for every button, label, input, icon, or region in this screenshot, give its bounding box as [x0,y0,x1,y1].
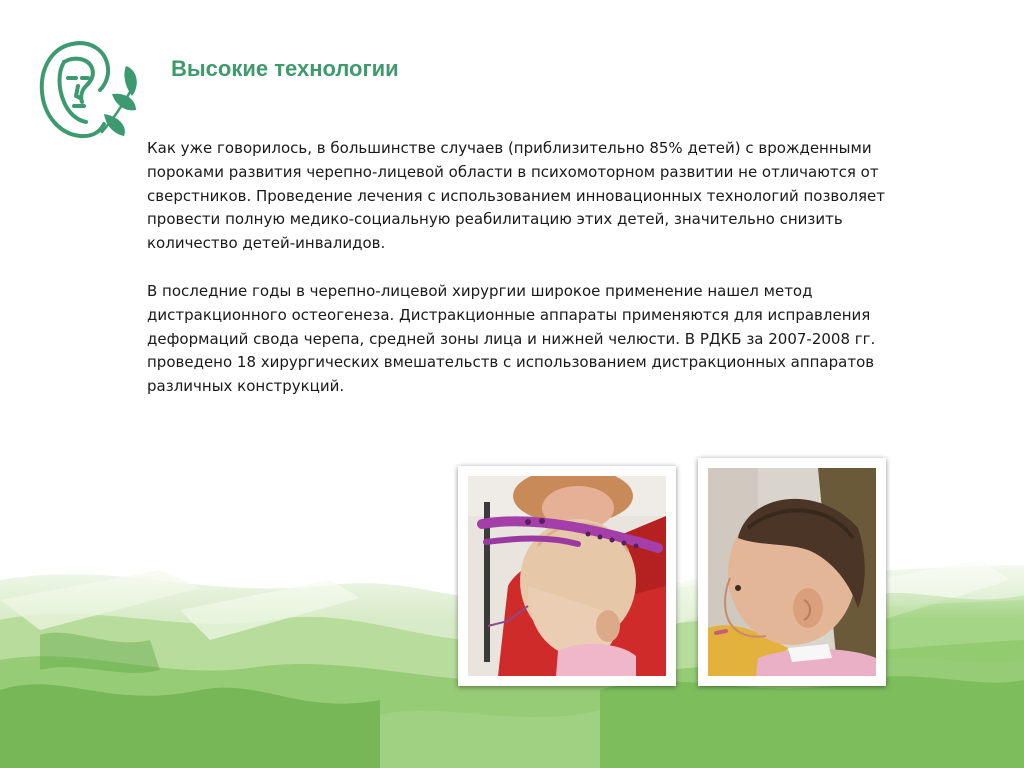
child-with-distraction-device-photo [468,476,666,676]
photo-frame-2 [698,458,886,686]
paragraph-1: Как уже говорилось, в большинстве случаев (приблизительно 85% детей) с врожденными пороками развития черепно-лицевой области в психомоторном развитии не отличаются от сверстников. Проведение лечения с использованием инновационных технологий позволяет провести полную медико-социальную реабилитацию этих детей, значительно снизить количество детей-инвалидов. [147,139,886,253]
face-with-leaves-logo [34,36,142,144]
child-profile-photo [708,468,876,676]
slide-title: Высокие технологии [171,56,399,81]
paragraph-2: В последние годы в черепно-лицевой хирургии широкое применение нашел метод дистракционного остеогенеза. Дистракционные аппараты применяются для исправления деформаций свода черепа, средней зоны лица и нижней челюсти. В РДКБ за 2007-2008 гг. проведено 18 хирургических вмешательств с использованием дистракционных аппаратов различных конструкций. [147,281,876,396]
body-text [147,137,907,399]
photo-frame-1 [458,466,676,686]
